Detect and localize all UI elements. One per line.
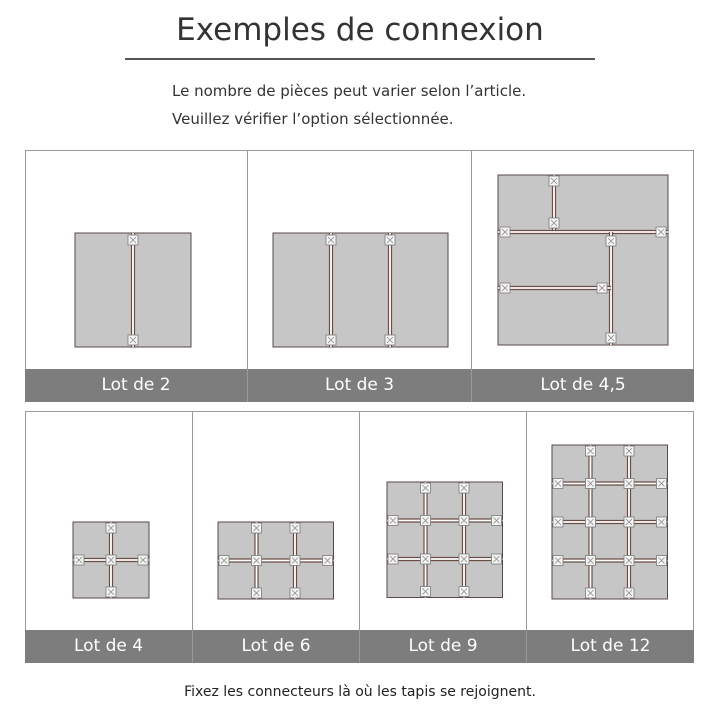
panel-lot-3	[247, 150, 472, 402]
lot-9-label: Lot de 9	[360, 630, 526, 663]
lot-4-5-label: Lot de 4,5	[472, 369, 694, 402]
title-underline	[125, 58, 595, 60]
lot-2-label: Lot de 2	[25, 369, 247, 402]
lot-3-label: Lot de 3	[248, 369, 471, 402]
panel-lot-9	[359, 411, 527, 663]
panel-lot-2	[25, 150, 248, 402]
mat-tile	[498, 175, 668, 345]
mat-tile	[387, 482, 503, 598]
lot-12-label: Lot de 12	[527, 630, 694, 663]
lot-4-diagram	[26, 412, 194, 632]
subtitle-line-1: Le nombre de pièces peut varier selon l’article.	[172, 82, 527, 100]
subtitle-line-2: Veuillez vérifier l’option sélectionnée.	[172, 110, 454, 128]
panel-lot-6	[192, 411, 360, 663]
panel-lot-12	[526, 411, 694, 663]
lot-3-diagram	[248, 151, 473, 371]
lot-4-5-diagram	[472, 151, 695, 371]
lot-6-label: Lot de 6	[193, 630, 359, 663]
lot-4-label: Lot de 4	[25, 630, 192, 663]
panel-lot-4-5	[471, 150, 694, 402]
lot-6-diagram	[193, 412, 361, 632]
lot-9-diagram	[360, 412, 528, 632]
mat-tile	[273, 233, 448, 347]
lot-2-diagram	[26, 151, 249, 371]
footer-note: Fixez les connecteurs là où les tapis se rejoignent.	[184, 684, 536, 700]
page-title: Exemples de connexion	[176, 12, 544, 48]
panel-lot-4	[25, 411, 193, 663]
lot-12-diagram	[527, 412, 695, 632]
